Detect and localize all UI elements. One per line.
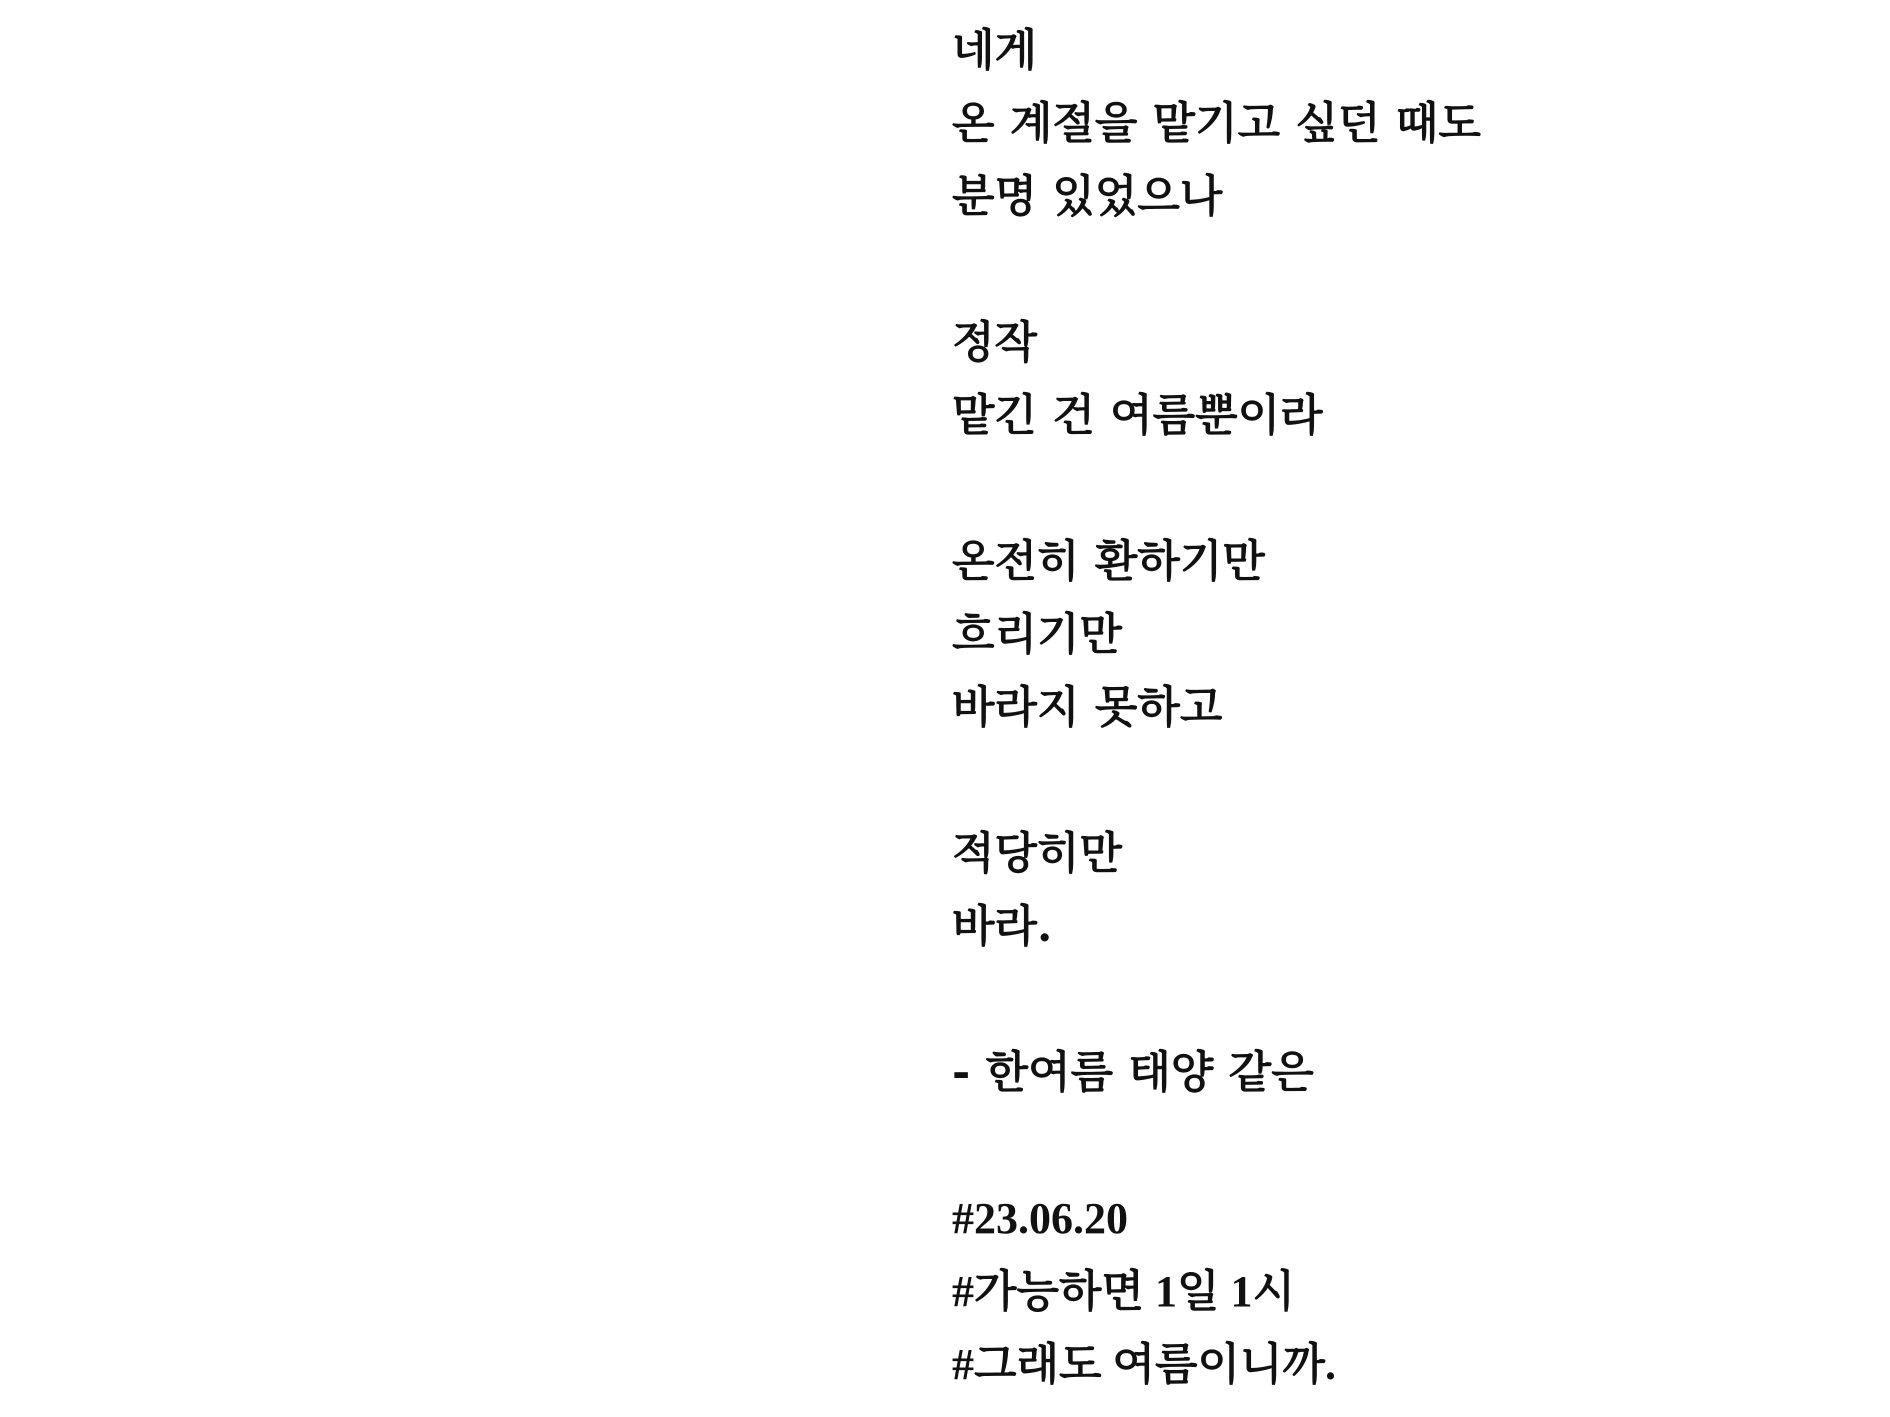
poem-line: 정작	[952, 317, 1038, 368]
stanza-gap	[952, 241, 1852, 314]
stanza-gap	[952, 1117, 1852, 1190]
stanza-gap	[952, 752, 1852, 825]
hashtag: #그래도 여름이니까.	[952, 1340, 1337, 1389]
poem-line: 바라.	[952, 901, 1053, 952]
stanza-gap	[952, 971, 1852, 1044]
hashtag-date: #23.06.20	[952, 1194, 1128, 1243]
hashtag: #가능하면 1일 1시	[952, 1267, 1296, 1316]
poem-line: 네게	[952, 25, 1038, 76]
poem-line: 바라지 못하고	[952, 682, 1223, 733]
poem-line: 온 계절을 맡기고 싶던 때도	[952, 98, 1481, 149]
poem-line: 맡긴 건 여름뿐이라	[952, 390, 1323, 441]
poem-line: 흐리기만	[952, 609, 1123, 660]
stanza-gap	[952, 460, 1852, 533]
poem-title: - 한여름 태양 같은	[952, 1047, 1314, 1098]
poem	[952, 22, 1852, 1409]
poem-line: 온전히 환하기만	[952, 536, 1265, 587]
poem-line: 적당히만	[952, 828, 1123, 879]
poem-line: 분명 있었으나	[952, 171, 1223, 222]
